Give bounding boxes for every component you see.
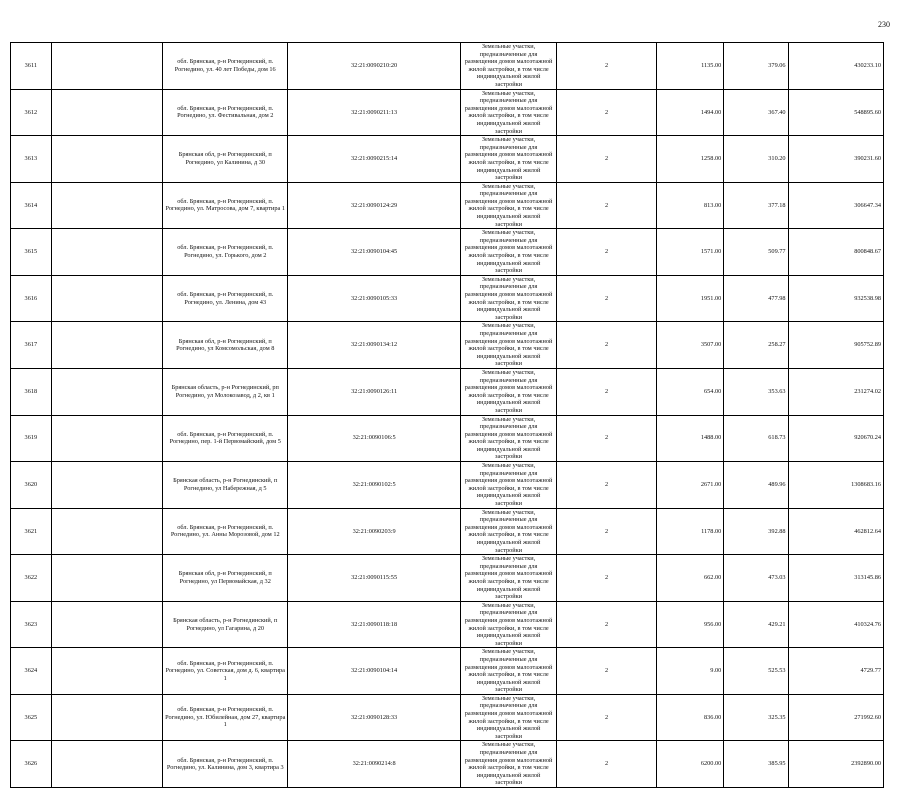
empty-cell (51, 136, 162, 183)
area-cell: 1488.00 (656, 415, 723, 462)
area-cell: 9.00 (656, 648, 723, 695)
table-row (11, 89, 884, 136)
table-row (11, 555, 884, 602)
address-cell: обл. Брянская, р-н Рогнединский, п. Рогнедино, ул. Калинина, дом 3, квартира 3 (163, 741, 288, 788)
empty-cell (51, 322, 162, 369)
row-number-cell: 3611 (11, 43, 52, 90)
area-cell: 3507.00 (656, 322, 723, 369)
cadastral-value-cell: 800848.67 (788, 229, 883, 276)
specific-value-cell: 509.77 (724, 229, 788, 276)
empty-cell (51, 275, 162, 322)
cadastral-value-cell: 932538.98 (788, 275, 883, 322)
empty-cell (51, 555, 162, 602)
land-use-cell: Земельные участки, предназначенные для размещения домов малоэтажной жилой застройки, в том числе индивидуальной жилой застройки (460, 229, 556, 276)
land-use-cell: Земельные участки, предназначенные для размещения домов малоэтажной жилой застройки, в том числе индивидуальной жилой застройки (460, 601, 556, 648)
area-cell: 1494.00 (656, 89, 723, 136)
land-use-cell: Земельные участки, предназначенные для размещения домов малоэтажной жилой застройки, в том числе индивидуальной жилой застройки (460, 368, 556, 415)
cadastral-number-cell: 32:21:0090134:12 (288, 322, 460, 369)
area-cell: 813.00 (656, 182, 723, 229)
land-use-cell: Земельные участки, предназначенные для размещения домов малоэтажной жилой застройки, в том числе индивидуальной жилой застройки (460, 694, 556, 741)
cadastral-number-cell: 32:21:0090105:33 (288, 275, 460, 322)
cadastral-number-cell: 32:21:0090106:5 (288, 415, 460, 462)
empty-cell (51, 43, 162, 90)
group-cell: 2 (557, 182, 657, 229)
cadastral-number-cell: 32:21:0090104:14 (288, 648, 460, 695)
area-cell: 836.00 (656, 694, 723, 741)
land-use-cell: Земельные участки, предназначенные для размещения домов малоэтажной жилой застройки, в том числе индивидуальной жилой застройки (460, 555, 556, 602)
cadastral-value-cell: 4729.77 (788, 648, 883, 695)
area-cell: 1178.00 (656, 508, 723, 555)
row-number-cell: 3625 (11, 694, 52, 741)
row-number-cell: 3614 (11, 182, 52, 229)
cadastral-value-cell: 548895.60 (788, 89, 883, 136)
address-cell: обл. Брянская, р-н Рогнединский, п. Рогнедино, ул. Фестивальная, дом 2 (163, 89, 288, 136)
empty-cell (51, 182, 162, 229)
table-body (11, 43, 884, 788)
cadastral-number-cell: 32:21:0090126:11 (288, 368, 460, 415)
area-cell: 2671.00 (656, 462, 723, 509)
table-row (11, 694, 884, 741)
cadastral-number-cell: 32:21:0090118:18 (288, 601, 460, 648)
group-cell: 2 (557, 89, 657, 136)
group-cell: 2 (557, 136, 657, 183)
area-cell: 654.00 (656, 368, 723, 415)
address-cell: Брянская обл, р-н Рогнединский, п Рогнедино, ул Первомайская, д 32 (163, 555, 288, 602)
cadastral-value-cell: 905752.89 (788, 322, 883, 369)
table-row (11, 136, 884, 183)
specific-value-cell: 325.35 (724, 694, 788, 741)
row-number-cell: 3612 (11, 89, 52, 136)
cadastral-number-cell: 32:21:0090210:20 (288, 43, 460, 90)
land-use-cell: Земельные участки, предназначенные для размещения домов малоэтажной жилой застройки, в том числе индивидуальной жилой застройки (460, 508, 556, 555)
table-row (11, 462, 884, 509)
row-number-cell: 3616 (11, 275, 52, 322)
area-cell: 662.00 (656, 555, 723, 602)
specific-value-cell: 377.18 (724, 182, 788, 229)
group-cell: 2 (557, 275, 657, 322)
address-cell: Брянская область, р-н Рогнединский, п Рогнедино, ул Гагарина, д 20 (163, 601, 288, 648)
table-row (11, 43, 884, 90)
empty-cell (51, 89, 162, 136)
group-cell: 2 (557, 462, 657, 509)
page-number: 230 (878, 20, 890, 29)
land-use-cell: Земельные участки, предназначенные для размещения домов малоэтажной жилой застройки, в том числе индивидуальной жилой застройки (460, 89, 556, 136)
area-cell: 1258.00 (656, 136, 723, 183)
cadastral-number-cell: 32:21:0090124:29 (288, 182, 460, 229)
address-cell: обл. Брянская, р-н Рогнединский, п. Рогнедино, ул. Ленина, дом 43 (163, 275, 288, 322)
group-cell: 2 (557, 508, 657, 555)
group-cell: 2 (557, 741, 657, 788)
row-number-cell: 3622 (11, 555, 52, 602)
group-cell: 2 (557, 601, 657, 648)
cadastral-value-cell: 271992.60 (788, 694, 883, 741)
cadastral-value-cell: 390231.60 (788, 136, 883, 183)
group-cell: 2 (557, 694, 657, 741)
land-use-cell: Земельные участки, предназначенные для размещения домов малоэтажной жилой застройки, в том числе индивидуальной жилой застройки (460, 741, 556, 788)
address-cell: Брянская область, р-н Рогнединский, п Рогнедино, ул Набережная, д 5 (163, 462, 288, 509)
table-row (11, 415, 884, 462)
specific-value-cell: 473.03 (724, 555, 788, 602)
group-cell: 2 (557, 648, 657, 695)
row-number-cell: 3617 (11, 322, 52, 369)
address-cell: обл. Брянская, р-н Рогнединский, п. Рогнедино, ул. Матросова, дом 7, квартира 1 (163, 182, 288, 229)
row-number-cell: 3621 (11, 508, 52, 555)
group-cell: 2 (557, 415, 657, 462)
specific-value-cell: 385.95 (724, 741, 788, 788)
cadastral-value-cell: 231274.02 (788, 368, 883, 415)
address-cell: Брянская обл, р-н Рогнединский, п Рогнедино, ул Комсомольская, дом 8 (163, 322, 288, 369)
specific-value-cell: 310.20 (724, 136, 788, 183)
address-cell: обл. Брянская, р-н Рогнединский, п. Рогнедино, ул. Советская, дом д. 6, квартира 1 (163, 648, 288, 695)
table-row (11, 182, 884, 229)
table-row (11, 229, 884, 276)
cadastral-number-cell: 32:21:0090203:9 (288, 508, 460, 555)
land-use-cell: Земельные участки, предназначенные для размещения домов малоэтажной жилой застройки, в том числе индивидуальной жилой застройки (460, 182, 556, 229)
row-number-cell: 3619 (11, 415, 52, 462)
table-row (11, 741, 884, 788)
row-number-cell: 3615 (11, 229, 52, 276)
empty-cell (51, 508, 162, 555)
empty-cell (51, 415, 162, 462)
row-number-cell: 3624 (11, 648, 52, 695)
address-cell: обл. Брянская, р-н Рогнединский, п. Рогнедино, ул. Анны Морозовой, дом 12 (163, 508, 288, 555)
address-cell: Брянская область, р-н Рогнединский, рп Рогнедино, ул Молокозавод, д 2, кв 1 (163, 368, 288, 415)
land-use-cell: Земельные участки, предназначенные для размещения домов малоэтажной жилой застройки, в том числе индивидуальной жилой застройки (460, 462, 556, 509)
specific-value-cell: 618.73 (724, 415, 788, 462)
address-cell: обл. Брянская, р-н Рогнединский, п. Рогнедино, пер. 1-й Первомайский, дом 5 (163, 415, 288, 462)
specific-value-cell: 525.53 (724, 648, 788, 695)
area-cell: 1571.00 (656, 229, 723, 276)
address-cell: обл. Брянская, р-н Рогнединский, п. Рогнедино, ул. 40 лет Победы, дом 16 (163, 43, 288, 90)
table-row (11, 368, 884, 415)
address-cell: обл. Брянская, р-н Рогнединский, п. Рогнедино, ул. Юбилейная, дом 27, квартира 1 (163, 694, 288, 741)
address-cell: Брянская обл, р-н Рогнединский, п Рогнедино, ул Калинина, д 30 (163, 136, 288, 183)
specific-value-cell: 429.21 (724, 601, 788, 648)
cadastral-number-cell: 32:21:0090102:5 (288, 462, 460, 509)
area-cell: 1951.00 (656, 275, 723, 322)
table-row (11, 508, 884, 555)
group-cell: 2 (557, 368, 657, 415)
cadastral-value-cell: 430233.10 (788, 43, 883, 90)
cadastral-value-cell: 2392890.00 (788, 741, 883, 788)
specific-value-cell: 379.06 (724, 43, 788, 90)
land-use-cell: Земельные участки, предназначенные для размещения домов малоэтажной жилой застройки, в том числе индивидуальной жилой застройки (460, 415, 556, 462)
cadastral-value-cell: 920670.24 (788, 415, 883, 462)
group-cell: 2 (557, 229, 657, 276)
cadastral-number-cell: 32:21:0090104:45 (288, 229, 460, 276)
cadastral-value-table (10, 42, 884, 788)
land-use-cell: Земельные участки, предназначенные для размещения домов малоэтажной жилой застройки, в том числе индивидуальной жилой застройки (460, 275, 556, 322)
cadastral-value-cell: 306647.34 (788, 182, 883, 229)
land-use-cell: Земельные участки, предназначенные для размещения домов малоэтажной жилой застройки, в том числе индивидуальной жилой застройки (460, 43, 556, 90)
table-row (11, 601, 884, 648)
table-row (11, 322, 884, 369)
area-cell: 1135.00 (656, 43, 723, 90)
group-cell: 2 (557, 555, 657, 602)
cadastral-number-cell: 32:21:0090211:13 (288, 89, 460, 136)
group-cell: 2 (557, 322, 657, 369)
specific-value-cell: 477.98 (724, 275, 788, 322)
group-cell: 2 (557, 43, 657, 90)
land-use-cell: Земельные участки, предназначенные для размещения домов малоэтажной жилой застройки, в том числе индивидуальной жилой застройки (460, 648, 556, 695)
row-number-cell: 3620 (11, 462, 52, 509)
specific-value-cell: 367.40 (724, 89, 788, 136)
specific-value-cell: 353.63 (724, 368, 788, 415)
empty-cell (51, 462, 162, 509)
area-cell: 956.00 (656, 601, 723, 648)
row-number-cell: 3626 (11, 741, 52, 788)
cadastral-value-cell: 313145.86 (788, 555, 883, 602)
cadastral-number-cell: 32:21:0090215:14 (288, 136, 460, 183)
empty-cell (51, 694, 162, 741)
cadastral-number-cell: 32:21:0090115:55 (288, 555, 460, 602)
specific-value-cell: 392.88 (724, 508, 788, 555)
row-number-cell: 3623 (11, 601, 52, 648)
empty-cell (51, 229, 162, 276)
cadastral-value-cell: 410324.76 (788, 601, 883, 648)
area-cell: 6200.00 (656, 741, 723, 788)
cadastral-number-cell: 32:21:0090214:8 (288, 741, 460, 788)
table-row (11, 275, 884, 322)
land-use-cell: Земельные участки, предназначенные для размещения домов малоэтажной жилой застройки, в том числе индивидуальной жилой застройки (460, 136, 556, 183)
table-row (11, 648, 884, 695)
row-number-cell: 3618 (11, 368, 52, 415)
cadastral-number-cell: 32:21:0090128:33 (288, 694, 460, 741)
land-use-cell: Земельные участки, предназначенные для размещения домов малоэтажной жилой застройки, в том числе индивидуальной жилой застройки (460, 322, 556, 369)
empty-cell (51, 368, 162, 415)
specific-value-cell: 258.27 (724, 322, 788, 369)
empty-cell (51, 601, 162, 648)
row-number-cell: 3613 (11, 136, 52, 183)
cadastral-value-cell: 462812.64 (788, 508, 883, 555)
address-cell: обл. Брянская, р-н Рогнединский, п. Рогнедино, ул. Горького, дом 2 (163, 229, 288, 276)
empty-cell (51, 648, 162, 695)
specific-value-cell: 489.96 (724, 462, 788, 509)
cadastral-value-cell: 1308683.16 (788, 462, 883, 509)
empty-cell (51, 741, 162, 788)
